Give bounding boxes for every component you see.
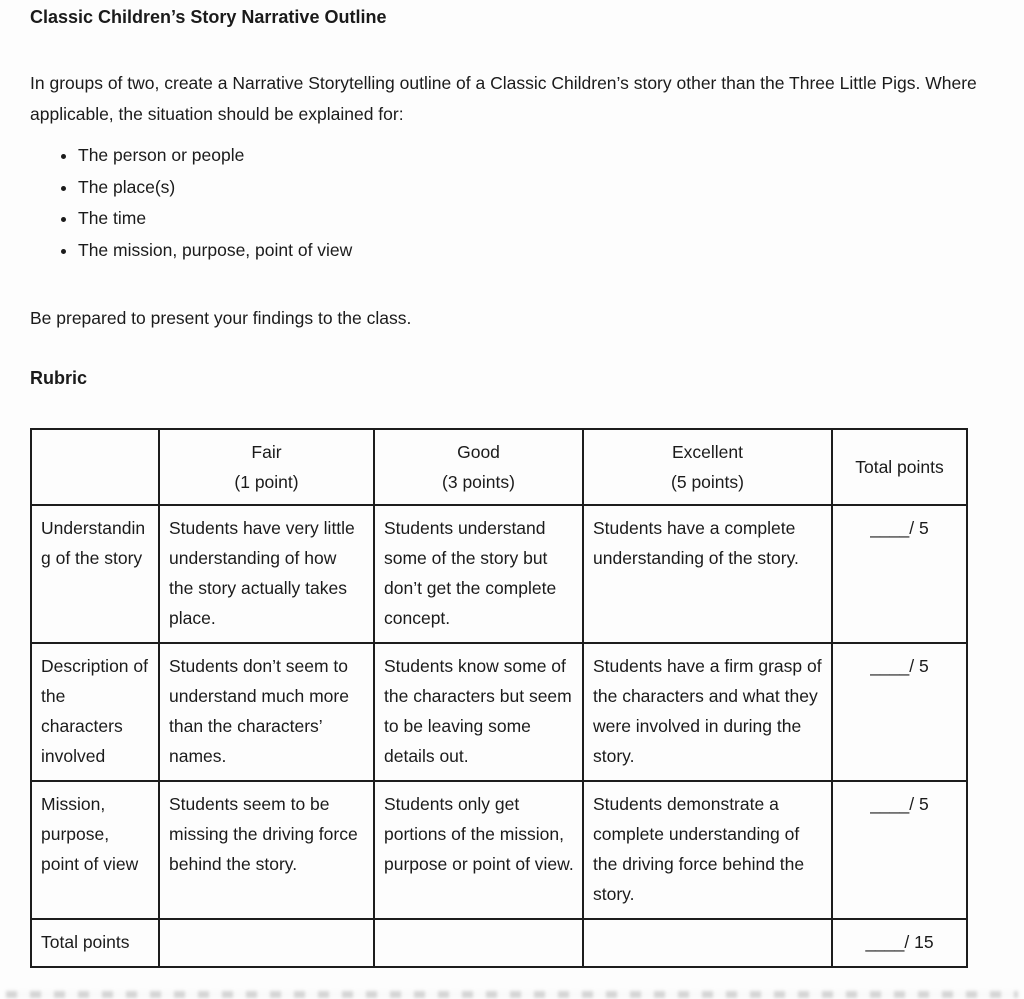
excellent-cell — [583, 919, 832, 967]
score-cell: ____/ 5 — [832, 643, 967, 781]
score-cell: ____/ 15 — [832, 919, 967, 967]
list-item-mission: • The mission, purpose, point of view — [78, 235, 994, 267]
good-cell — [374, 919, 583, 967]
criterion-cell: Total points — [31, 919, 159, 967]
header-cell-good — [374, 429, 583, 505]
closing-paragraph: Be prepared to present your findings to the class. — [30, 308, 412, 328]
list-item-place: • The place(s) — [78, 172, 994, 204]
table-row-total — [31, 919, 967, 967]
fair-cell: Students don’t seem to understand much more than the characters’ names. — [159, 643, 374, 781]
document-title: Classic Children’s Story Narrative Outline — [30, 7, 387, 27]
list-item-person: • The person or people — [78, 140, 994, 172]
header-cell-excellent — [583, 429, 832, 505]
header-label: Fair — [251, 442, 282, 462]
good-cell: Students only get portions of the mission, purpose or point of view. — [374, 781, 583, 919]
excellent-cell: Students have a complete understanding of the story. — [583, 505, 832, 643]
good-cell: Students understand some of the story but don’t get the complete concept. — [374, 505, 583, 643]
criterion-cell: Mission, purpose, point of view — [31, 781, 159, 919]
intro-paragraph: In groups of two, create a Narrative Storytelling outline of a Classic Children’s story other than the Three Little Pigs. Where applicable, the situation should be explained for: — [30, 73, 977, 124]
fair-cell: Students have very little understanding of how the story actually takes place. — [159, 505, 374, 643]
table-row-description — [31, 643, 967, 781]
scan-noise-artifact — [6, 991, 1018, 998]
good-cell: Students know some of the characters but seem to be leaving some details out. — [374, 643, 583, 781]
header-points: (1 point) — [234, 472, 299, 492]
criterion-cell: Description of the characters involved — [31, 643, 159, 781]
score-cell: ____/ 5 — [832, 505, 967, 643]
header-label: Excellent — [671, 442, 743, 462]
header-label: Total points — [855, 457, 944, 477]
fair-cell — [159, 919, 374, 967]
header-points: (5 points) — [671, 472, 744, 492]
criterion-cell: Understanding of the story — [31, 505, 159, 643]
header-cell-empty — [31, 429, 159, 505]
table-row-understanding — [31, 505, 967, 643]
list-item-time: • The time — [78, 203, 994, 235]
score-cell: ____/ 5 — [832, 781, 967, 919]
fair-cell: Students seem to be missing the driving force behind the story. — [159, 781, 374, 919]
header-row — [31, 429, 967, 505]
rubric-heading: Rubric — [30, 368, 88, 388]
situation-list — [30, 140, 994, 266]
rubric-table — [30, 428, 968, 968]
excellent-cell: Students have a firm grasp of the characters and what they were involved in during the story. — [583, 643, 832, 781]
header-label: Good — [457, 442, 500, 462]
header-cell-fair — [159, 429, 374, 505]
excellent-cell: Students demonstrate a complete understanding of the driving force behind the story. — [583, 781, 832, 919]
header-cell-total-points — [832, 429, 967, 505]
table-row-mission — [31, 781, 967, 919]
header-points: (3 points) — [442, 472, 515, 492]
